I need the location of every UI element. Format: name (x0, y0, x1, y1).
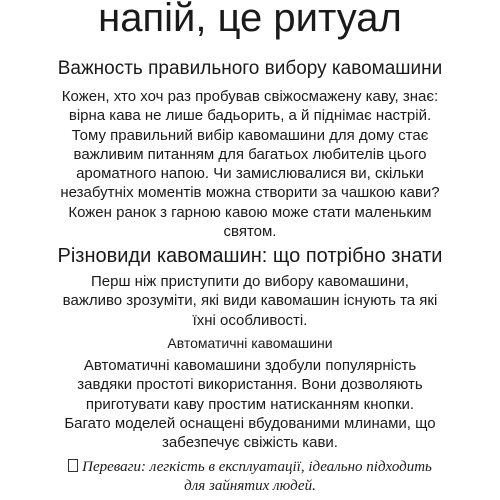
paragraph-line: Багато моделей оснащені вбудованими млинами, що (64, 414, 436, 432)
advantages-note (20, 458, 480, 496)
missing-glyph-icon (68, 459, 78, 472)
note-line: для зайнятих людей. (184, 478, 316, 494)
paragraph-line: святом. (223, 223, 277, 241)
paragraph-line: Автоматичні кавомашини здобули популярність (83, 357, 417, 374)
section-heading-types: Різновиди кавомашин: що потрібно знати (57, 245, 443, 267)
paragraph-line: важливо зрозуміти, які види кавомашин існують та які (62, 292, 438, 310)
paragraph-line: важливим питанням для багатьох любителів цього (73, 145, 427, 163)
paragraph-line: забезпечує свіжість кави. (162, 434, 338, 452)
paragraph-line: незабутніх моментів можна створити за чашкою кави? (60, 184, 440, 202)
paragraph-line: ароматного напою. Чи замислювалися ви, скільки (76, 165, 424, 183)
section-paragraph-importance (20, 87, 480, 241)
paragraph-line: Кожен, хто хоч раз пробував свіжосмажену каву, знає: (61, 88, 439, 105)
paragraph-line: завдяки простоті використання. Вони дозволяють (77, 376, 423, 394)
paragraph-line: вірна кава не лише бадьорить, а й піднімає настрій. (68, 107, 432, 125)
paragraph-line: приготувати каву простим натисканням кнопки. (85, 395, 415, 413)
paragraph-line: Перш ніж приступити до вибору кавомашини, (91, 273, 409, 290)
paragraph-line: їхні особливості. (192, 311, 308, 329)
note-text: Переваги: легкість в експлуатації, ідеально підходить (82, 459, 432, 475)
section-paragraph-types (20, 272, 480, 330)
paragraph-line: Тому правильний вибір кавомашини для дому стає (71, 126, 429, 144)
section-heading-importance: Важность правильного вибору кавомашини (57, 58, 443, 79)
note-line (20, 458, 480, 477)
section-paragraph-automatic (20, 356, 480, 452)
paragraph-line: Кожен ранок з гарною кавою може стати маленьким (68, 203, 432, 221)
page-title: напій, це ритуал (98, 0, 402, 40)
subsection-heading-automatic: Автоматичні кавомашини (167, 335, 333, 351)
